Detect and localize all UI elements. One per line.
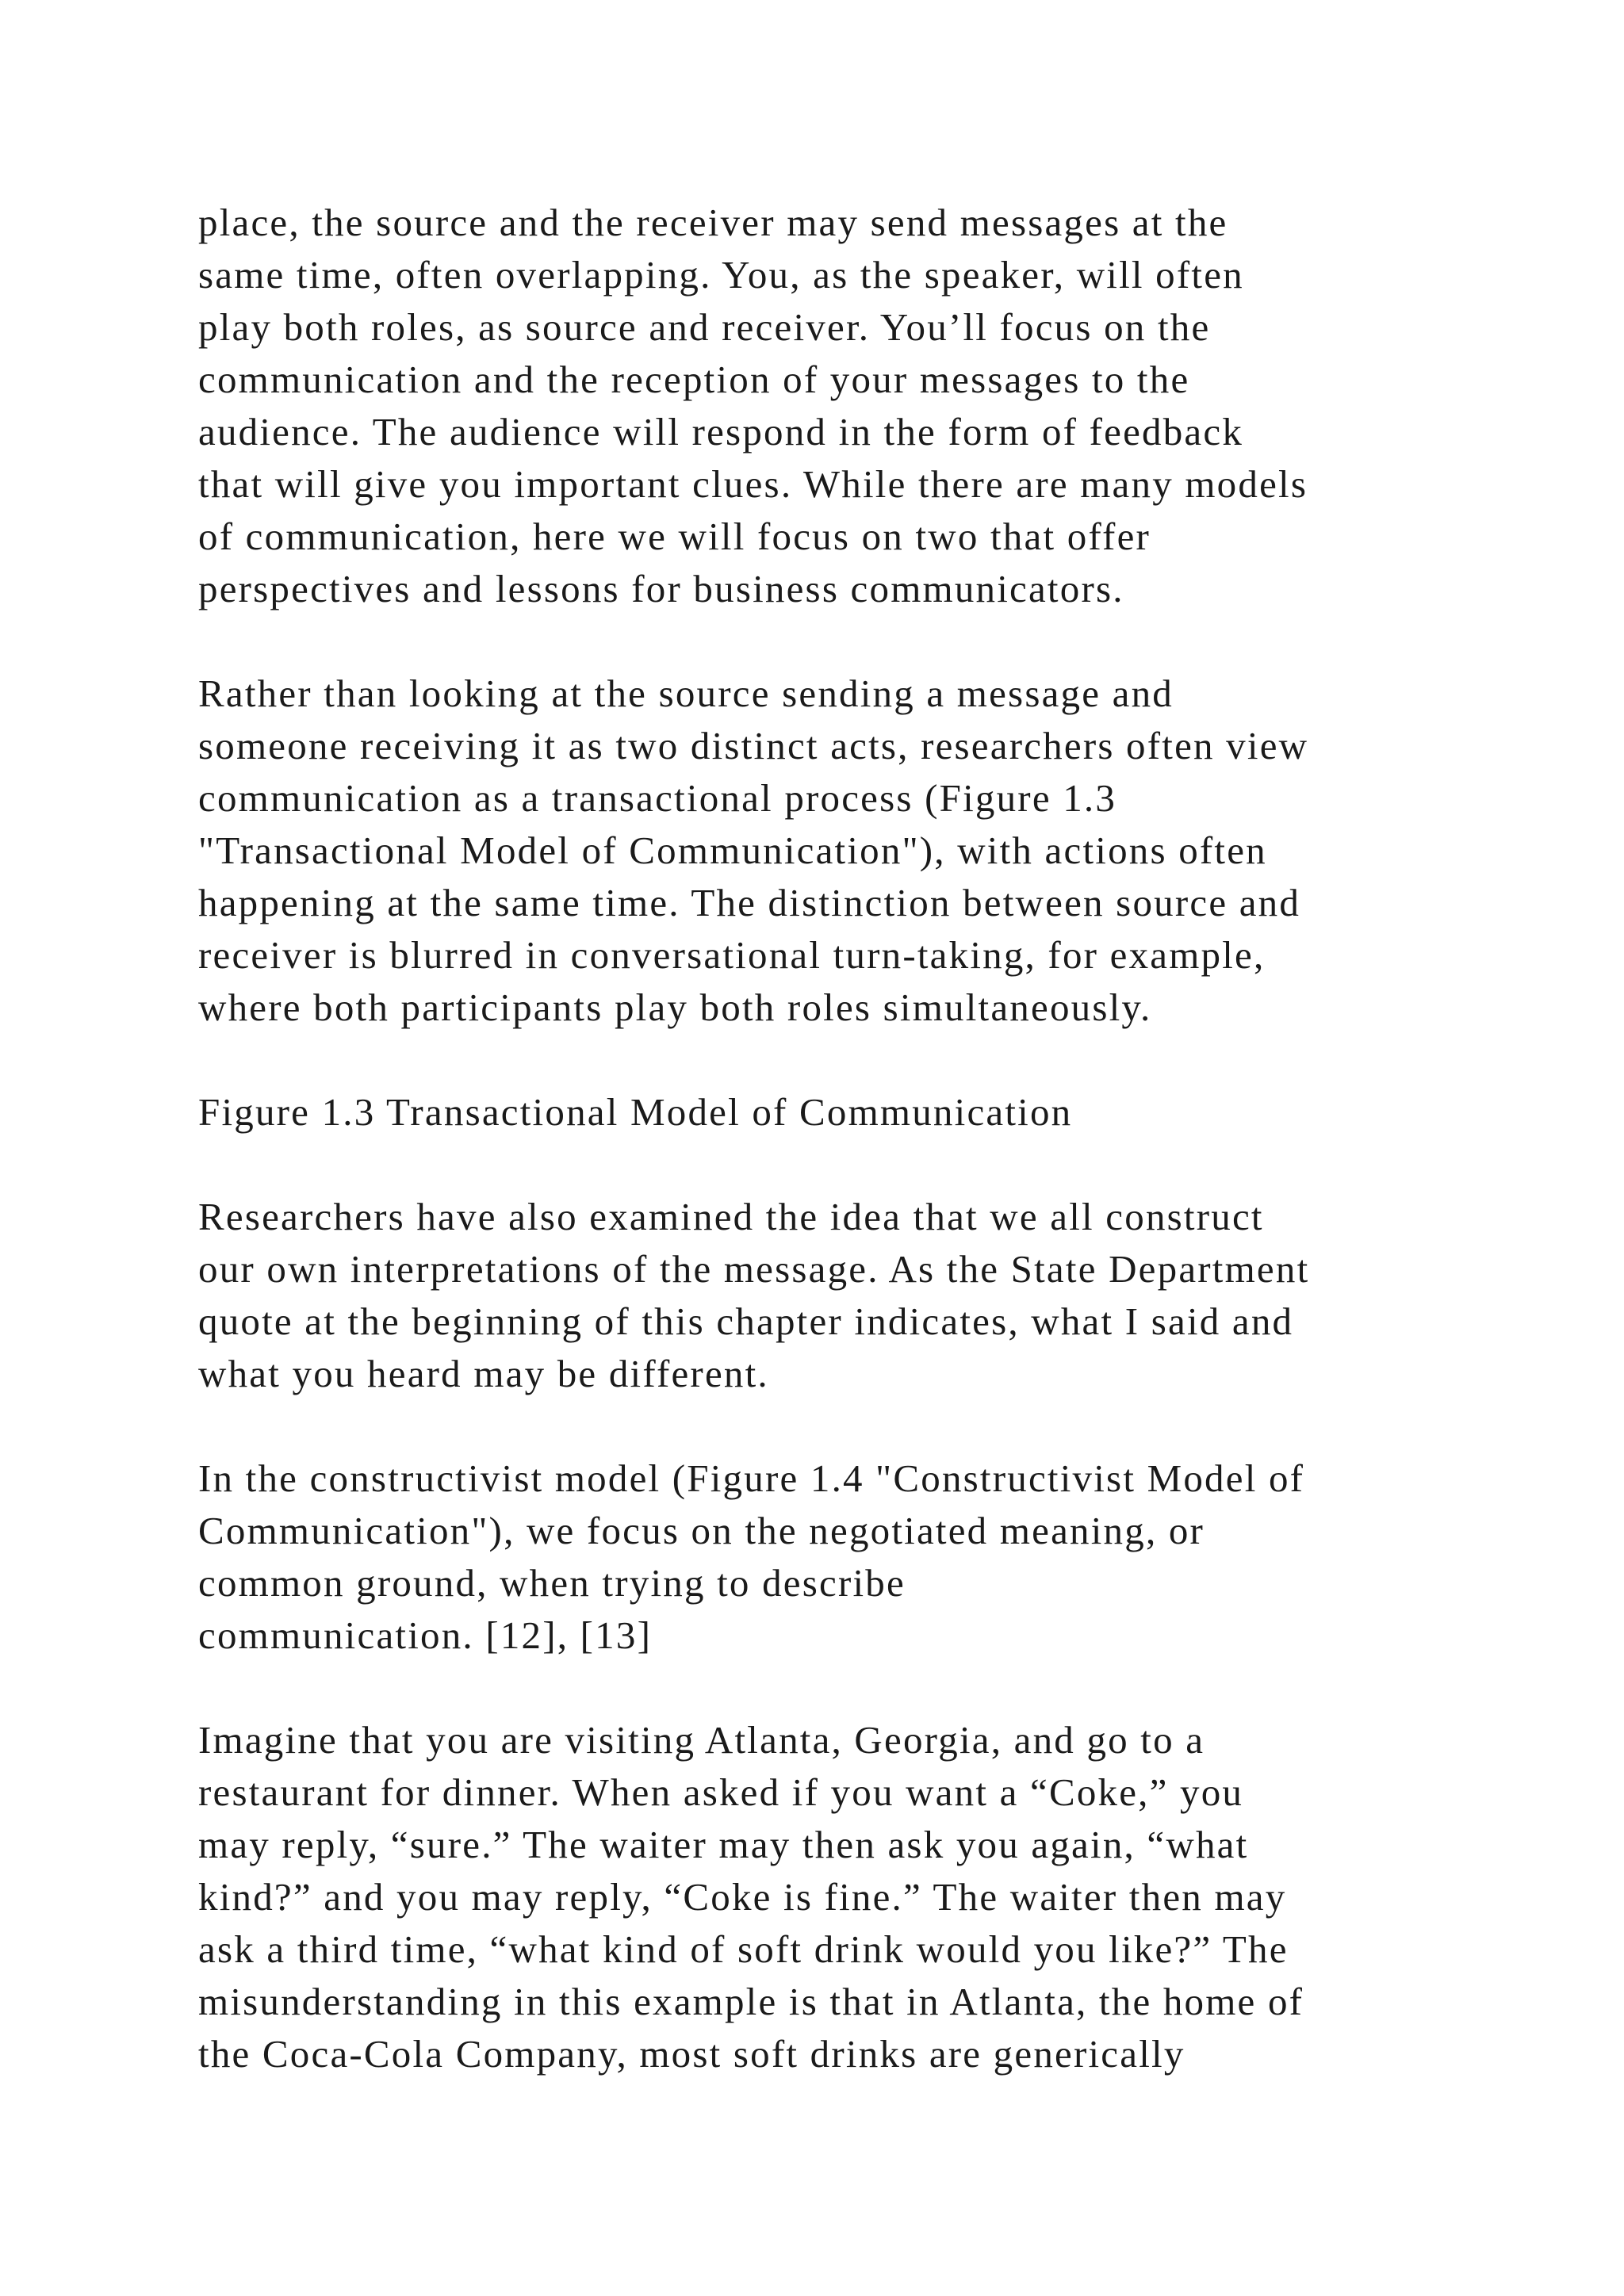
paragraph-gap xyxy=(198,1400,1435,1452)
text-line: someone receiving it as two distinct acts, researchers often view xyxy=(198,724,1309,767)
text-line: where both participants play both roles simultaneously. xyxy=(198,985,1152,1029)
text-line: receiver is blurred in conversational turn-taking, for example, xyxy=(198,933,1266,977)
paragraph-transactional xyxy=(198,668,1435,1034)
text-line: perspectives and lessons for business communicators. xyxy=(198,567,1124,610)
paragraph-gap xyxy=(198,615,1435,668)
text-line: Imagine that you are visiting Atlanta, Georgia, and go to a xyxy=(198,1718,1205,1762)
text-line: Figure 1.3 Transactional Model of Communication xyxy=(198,1090,1073,1134)
text-line: our own interpretations of the message. As the State Department xyxy=(198,1247,1310,1291)
text-line: communication as a transactional process (Figure 1.3 xyxy=(198,776,1117,820)
text-line: In the constructivist model (Figure 1.4 "Constructivist Model of xyxy=(198,1456,1305,1500)
paragraph-gap xyxy=(198,1662,1435,1714)
text-line: same time, often overlapping. You, as the speaker, will often xyxy=(198,253,1244,297)
text-line: quote at the beginning of this chapter indicates, what I said and xyxy=(198,1299,1294,1343)
text-line: misunderstanding in this example is that in Atlanta, the home of xyxy=(198,1980,1304,2023)
text-line: of communication, here we will focus on two that offer xyxy=(198,515,1151,558)
text-line: restaurant for dinner. When asked if you want a “Coke,” you xyxy=(198,1770,1244,1814)
text-line: communication. [12], [13] xyxy=(198,1613,653,1657)
paragraph-gap xyxy=(198,1138,1435,1191)
text-line: may reply, “sure.” The waiter may then ask you again, “what xyxy=(198,1823,1249,1866)
text-line: Researchers have also examined the idea that we all construct xyxy=(198,1195,1264,1238)
document-body xyxy=(198,197,1435,2080)
text-line: that will give you important clues. While there are many models xyxy=(198,462,1308,506)
text-line: place, the source and the receiver may send messages at the xyxy=(198,201,1228,244)
text-line: Rather than looking at the source sending a message and xyxy=(198,672,1174,715)
text-line: "Transactional Model of Communication"), with actions often xyxy=(198,828,1267,872)
text-line: what you heard may be different. xyxy=(198,1352,769,1395)
paragraph-intro xyxy=(198,197,1435,615)
text-line: the Coca-Cola Company, most soft drinks are generically xyxy=(198,2032,1185,2076)
text-line: common ground, when trying to describe xyxy=(198,1561,906,1605)
text-line: audience. The audience will respond in the form of feedback xyxy=(198,410,1244,453)
text-line: Communication"), we focus on the negotiated meaning, or xyxy=(198,1509,1205,1552)
text-line: happening at the same time. The distinction between source and xyxy=(198,881,1301,924)
text-line: ask a third time, “what kind of soft drink would you like?” The xyxy=(198,1927,1289,1971)
paragraph-atlanta-example xyxy=(198,1714,1435,2080)
paragraph-constructivist xyxy=(198,1452,1435,1662)
paragraph-gap xyxy=(198,1034,1435,1086)
figure-caption xyxy=(198,1086,1435,1138)
text-line: kind?” and you may reply, “Coke is fine.” The waiter then may xyxy=(198,1875,1287,1919)
text-line: communication and the reception of your messages to the xyxy=(198,358,1190,401)
paragraph-interpretations xyxy=(198,1191,1435,1400)
text-line: play both roles, as source and receiver. You’ll focus on the xyxy=(198,305,1211,349)
